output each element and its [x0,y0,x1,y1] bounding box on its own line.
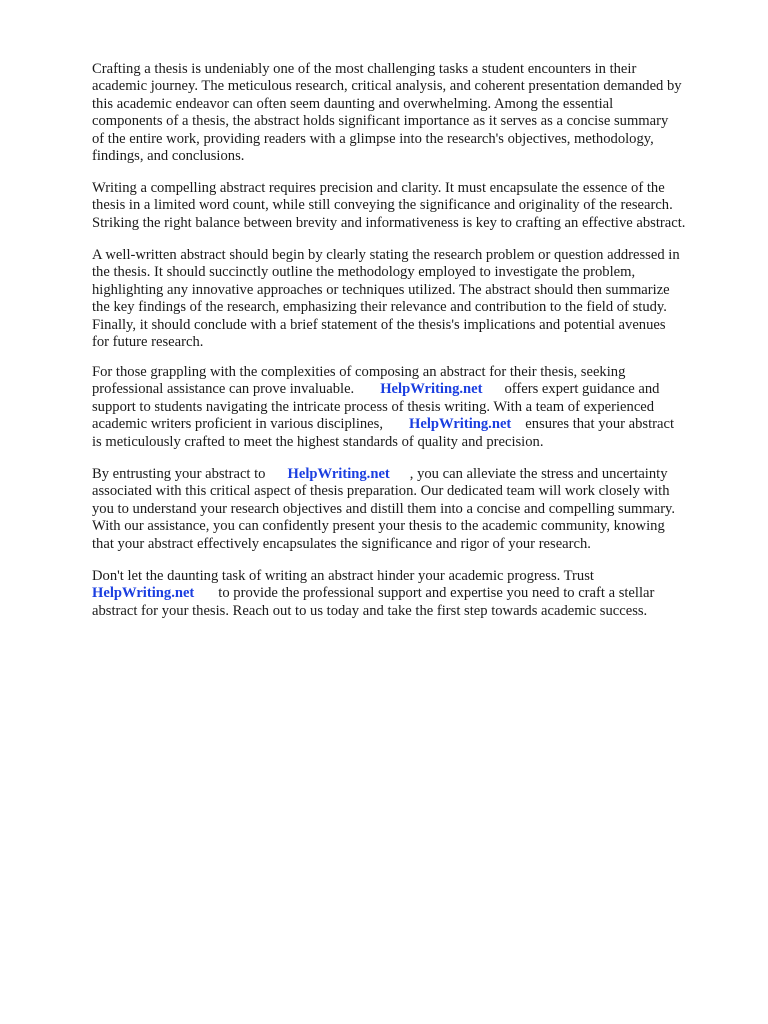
paragraph-4-line: is meticulously crafted to meet the highest standards of quality and precision. [92,433,544,450]
paragraph-3-line: for future research. [92,333,204,350]
helpwriting-link[interactable]: HelpWriting.net [408,416,512,433]
paragraph-1-line: components of a thesis, the abstract holds significant importance as it serves as a concise summary [92,113,669,130]
paragraph-3 [92,247,732,351]
paragraph-4-text: professional assistance can prove invaluable. [92,381,355,398]
paragraph-2-line: Writing a compelling abstract requires precision and clarity. It must encapsulate the essence of the [92,180,665,196]
paragraph-3-line: highlighting any innovative approaches or techniques utilized. The abstract should then summarize [92,281,670,298]
paragraph-1 [92,61,732,165]
paragraph-5-text: , you can alleviate the stress and uncertainty [409,466,668,482]
paragraph-4-line [92,416,732,433]
paragraph-3-line: Finally, it should conclude with a brief statement of the thesis's implications and potential avenues [92,316,666,333]
paragraph-2 [92,180,732,232]
paragraph-6-line: abstract for your thesis. Reach out to us today and take the first step towards academic success. [92,602,648,619]
paragraph-6 [92,568,732,620]
paragraph-1-line: Crafting a thesis is undeniably one of the most challenging tasks a student encounters in their [92,61,637,77]
paragraph-4-line: For those grappling with the complexities of composing an abstract for their thesis, seeking [92,364,626,380]
paragraph-6-line: Don't let the daunting task of writing an abstract hinder your academic progress. Trust [92,568,594,584]
helpwriting-link[interactable]: HelpWriting.net [287,466,390,482]
paragraph-4-text: academic writers proficient in various disciplines, [92,416,383,433]
helpwriting-link[interactable]: HelpWriting.net [380,381,483,398]
paragraph-4-text: offers expert guidance and [504,381,660,398]
paragraph-3-line: the thesis. It should succinctly outline the methodology employed to investigate the problem, [92,264,636,281]
paragraph-6-line [92,585,732,602]
helpwriting-link[interactable]: HelpWriting.net [92,585,195,602]
paragraph-1-line: findings, and conclusions. [92,147,245,164]
paragraph-4-line [92,381,732,398]
paragraph-5-line: With our assistance, you can confidently present your thesis to the academic community, knowing [92,518,665,535]
paragraph-4 [92,364,732,451]
paragraph-2-line: Striking the right balance between brevity and informativeness is key to crafting an effective abstract. [92,214,686,231]
paragraph-1-line: academic journey. The meticulous research, critical analysis, and coherent presentation demanded by [92,78,682,95]
paragraph-1-line: this academic endeavor can often seem daunting and overwhelming. Among the essential [92,95,614,112]
paragraph-5 [92,466,732,553]
paragraph-5-line: associated with this critical aspect of thesis preparation. Our dedicated team will work closely with [92,483,670,500]
paragraph-2-line: thesis in a limited word count, while still conveying the significance and originality of the research. [92,197,673,214]
paragraph-1-line: of the entire work, providing readers with a glimpse into the research's objectives, methodology, [92,130,654,147]
paragraph-6-text: to provide the professional support and expertise you need to craft a stellar [218,585,655,602]
paragraph-4-line: support to students navigating the intricate process of thesis writing. With a team of experienced [92,398,655,415]
paragraph-3-line: the key findings of the research, emphasizing their relevance and contribution to the field of study. [92,299,667,316]
paragraph-5-line [92,466,732,483]
paragraph-4-text: ensures that your abstract [525,416,675,433]
paragraph-5-line: you to understand your research objectives and distill them into a concise and compelling summary. [92,500,676,517]
paragraph-5-line: that your abstract effectively encapsulates the significance and rigor of your research. [92,535,591,552]
paragraph-3-line: A well-written abstract should begin by clearly stating the research problem or question addressed in [92,247,680,263]
paragraph-5-text: By entrusting your abstract to [92,466,266,482]
